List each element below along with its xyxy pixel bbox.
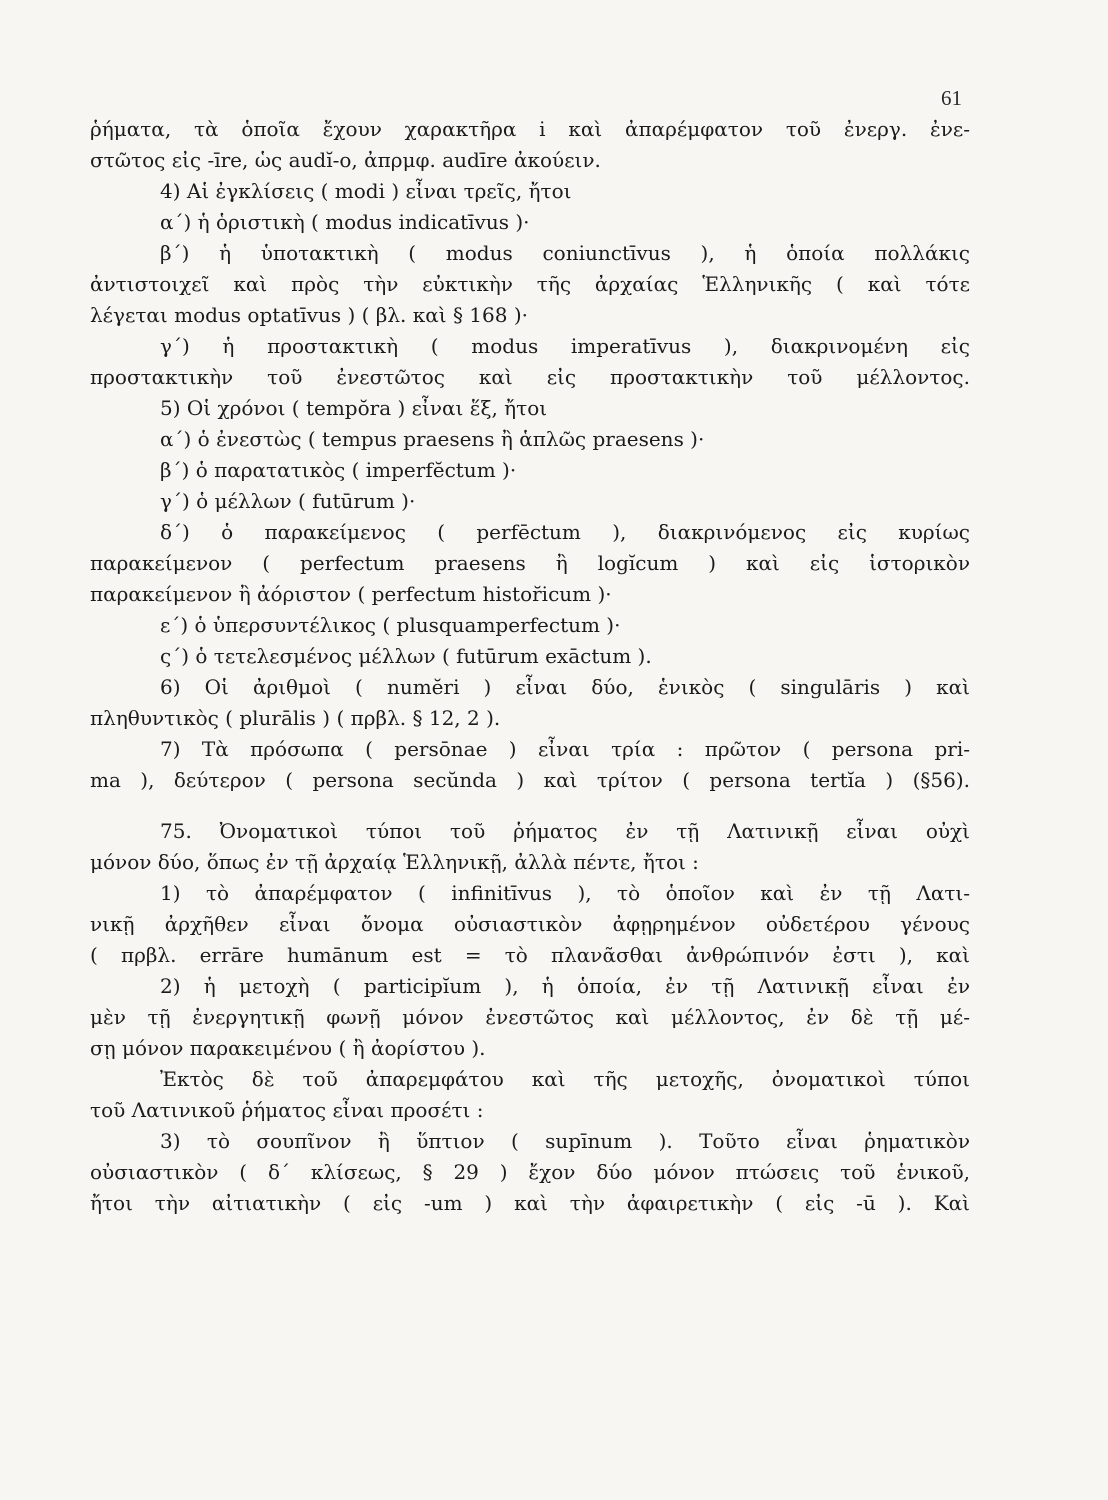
text-line: ma ), δεύτερον ( persona secŭnda ) καὶ τρίτον ( persona tertĭa ) (§56).: [90, 768, 970, 792]
text-line: μὲν τῇ ἐνεργητικῇ φωνῇ μόνον ἐνεστῶτος καὶ μέλλοντος, ἐν δὲ τῇ μέ-: [90, 1005, 970, 1029]
text-line: ς΄) ὁ τετελεσμένος μέλλων ( futūrum exāctum ).: [160, 644, 652, 668]
text-line: νικῇ ἀρχῆθεν εἶναι ὄνομα οὐσιαστικὸν ἀφῃρημένον οὐδετέρου γένους: [90, 912, 970, 936]
text-line: μόνον δύο, ὅπως ἐν τῇ ἀρχαίᾳ Ἑλληνικῇ, ἀλλὰ πέντε, ἤτοι :: [90, 850, 699, 874]
text-line: 5) Οἱ χρόνοι ( tempŏra ) εἶναι ἕξ, ἤτοι: [160, 396, 548, 420]
text-line: οὐσιαστικὸν ( δ΄ κλίσεως, § 29 ) ἔχον δύο μόνον πτώσεις τοῦ ἑνικοῦ,: [90, 1160, 970, 1184]
page-text: [90, 114, 970, 1219]
text-line: τοῦ Λατινικοῦ ῥήματος εἶναι προσέτι :: [90, 1098, 484, 1122]
text-line: 2) ἡ μετοχὴ ( participĭum ), ἡ ὁποία, ἐν τῇ Λατινικῇ εἶναι ἐν: [160, 974, 970, 998]
text-line: γ΄) ὁ μέλλων ( futūrum )·: [160, 489, 416, 513]
text-line: ε΄) ὁ ὑπερσυντέλικος ( plusquamperfectum )·: [160, 613, 621, 637]
text-line: β΄) ἡ ὑποτακτικὴ ( modus coniunctīvus ), ἡ ὁποία πολλάκις: [160, 241, 970, 265]
text-line: 6) Οἱ ἀριθμοὶ ( numĕri ) εἶναι δύο, ἑνικὸς ( singulāris ) καὶ: [160, 675, 970, 699]
text-line: προστακτικὴν τοῦ ἐνεστῶτος καὶ εἰς προστακτικὴν τοῦ μέλλοντος.: [90, 365, 970, 389]
text-line: α΄) ὁ ἐνεστὼς ( tempus praesens ἢ ἁπλῶς praesens )·: [160, 427, 705, 451]
text-line: 3) τὸ σουπῖνον ἢ ὕπτιον ( supīnum ). Τοῦτο εἶναι ῥηματικὸν: [160, 1129, 970, 1153]
text-line: ἀντιστοιχεῖ καὶ πρὸς τὴν εὐκτικὴν τῆς ἀρχαίας Ἑλληνικῆς ( καὶ τότε: [90, 272, 970, 296]
text-line: παρακείμενον ( perfectum praesens ἢ logĭcum ) καὶ εἰς ἱστορικὸν: [90, 551, 970, 575]
page-number: 61: [941, 86, 962, 110]
text-line: παρακείμενον ἢ ἀόριστον ( perfectum histor̆icum )·: [90, 582, 612, 606]
text-line: 75. Ὀνοματικοὶ τύποι τοῦ ῥήματος ἐν τῇ Λατινικῇ εἶναι οὐχὶ: [160, 819, 970, 843]
text-line: α΄) ἡ ὁριστικὴ ( modus indicatīvus )·: [160, 210, 530, 234]
text-line: β΄) ὁ παρατατικὸς ( imperfĕctum )·: [160, 458, 517, 482]
section-gap: [90, 796, 970, 816]
text-line: ἤτοι τὴν αἰτιατικὴν ( εἰς -um ) καὶ τὴν ἀφαιρετικὴν ( εἰς -ū ). Καὶ: [90, 1191, 970, 1215]
text-line: 7) Τὰ πρόσωπα ( persōnae ) εἶναι τρία : πρῶτον ( persona pri-: [160, 737, 970, 761]
text-line: 4) Αἱ ἐγκλίσεις ( modi ) εἶναι τρεῖς, ἤτοι: [160, 179, 572, 203]
text-line: στῶτος εἰς -īre, ὡς audĭ-o, ἀπρμφ. audīre ἀκούειν.: [90, 148, 601, 172]
text-line: λέγεται modus optatīvus ) ( βλ. καὶ § 168 )·: [90, 303, 528, 327]
text-line: γ΄) ἡ προστακτικὴ ( modus imperatīvus ), διακρινομένη εἰς: [160, 334, 970, 358]
text-line: ( πρβλ. errāre humānum est = τὸ πλανᾶσθαι ἀνθρώπινόν ἐστι ), καὶ: [90, 943, 970, 967]
text-line: Ἐκτὸς δὲ τοῦ ἀπαρεμφάτου καὶ τῆς μετοχῆς, ὀνοματικοὶ τύποι: [160, 1067, 970, 1091]
text-line: δ΄) ὁ παρακείμενος ( perfēctum ), διακρινόμενος εἰς κυρίως: [160, 520, 970, 544]
text-line: πληθυντικὸς ( plurālis ) ( πρβλ. § 12, 2 ).: [90, 706, 501, 730]
text-line: 1) τὸ ἀπαρέμφατον ( infinitīvus ), τὸ ὁποῖον καὶ ἐν τῇ Λατι-: [160, 881, 970, 905]
text-line: ῥήματα, τὰ ὁποῖα ἔχουν χαρακτῆρα i καὶ ἀπαρέμφατον τοῦ ἐνεργ. ἐνε-: [90, 117, 970, 141]
text-line: σῃ μόνον παρακειμένου ( ἢ ἀορίστου ).: [90, 1036, 486, 1060]
